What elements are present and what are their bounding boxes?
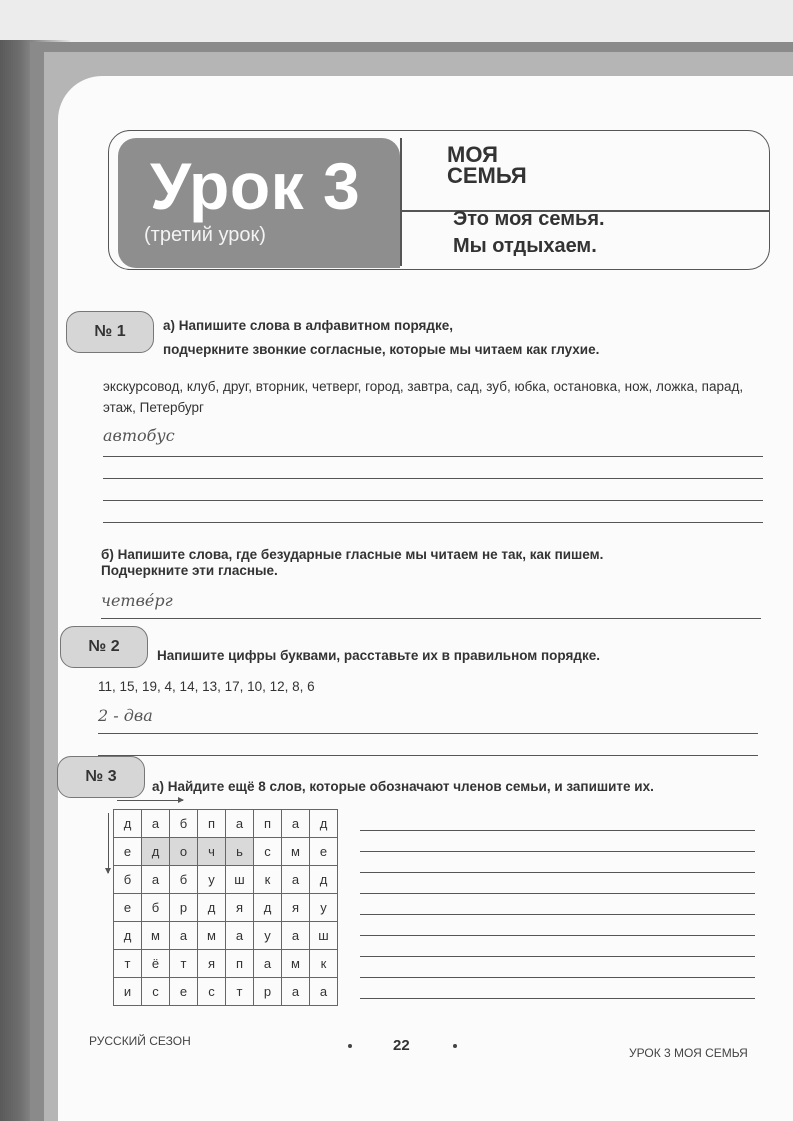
grid-cell: а — [282, 866, 310, 894]
grid-cell: е — [170, 978, 198, 1006]
grid-cell: б — [142, 894, 170, 922]
grid-cell: ь — [226, 838, 254, 866]
task1-example-b: четвéрг — [101, 591, 173, 610]
grid-cell: д — [310, 810, 338, 838]
grid-cell: а — [226, 922, 254, 950]
answer-line[interactable] — [360, 956, 755, 957]
answer-line[interactable] — [103, 522, 763, 523]
grid-cell: и — [114, 978, 142, 1006]
grid-row — [114, 866, 338, 894]
grid-cell: а — [142, 810, 170, 838]
topic-title: МОЯ СЕМЬЯ — [447, 142, 527, 188]
grid-cell: я — [198, 950, 226, 978]
grid-cell: е — [310, 838, 338, 866]
answer-line[interactable] — [103, 500, 763, 501]
grid-cell: а — [282, 922, 310, 950]
grid-cell: т — [226, 978, 254, 1006]
footer-series: РУССКИЙ СЕЗОН — [89, 1034, 191, 1048]
lesson-title: Урок 3 — [150, 149, 361, 223]
grid-cell: п — [198, 810, 226, 838]
grid-cell: я — [226, 894, 254, 922]
grid-cell: ч — [198, 838, 226, 866]
task2-badge: № 2 — [60, 626, 148, 668]
answer-line[interactable] — [98, 733, 758, 734]
task1-example-a: автобус — [103, 426, 175, 445]
answer-line[interactable] — [360, 851, 755, 852]
grid-row — [114, 838, 338, 866]
grid-cell: а — [310, 978, 338, 1006]
grid-cell: ш — [310, 922, 338, 950]
grid-cell: п — [254, 810, 282, 838]
answer-line[interactable] — [360, 998, 755, 999]
task2-number-list: 11, 15, 19, 4, 14, 13, 17, 10, 12, 8, 6 — [98, 679, 315, 694]
grid-cell: м — [282, 838, 310, 866]
grid-cell: е — [114, 838, 142, 866]
grid-cell: а — [254, 950, 282, 978]
topic-subtitle: Это моя семья. Мы отдыхаем. — [453, 208, 605, 257]
grid-cell: д — [142, 838, 170, 866]
task3-instruction: а) Найдите ещё 8 слов, которые обозначают членов семьи, и запишите их. — [152, 779, 654, 794]
grid-cell: у — [198, 866, 226, 894]
grid-cell: ш — [226, 866, 254, 894]
answer-line[interactable] — [360, 935, 755, 936]
grid-cell: е — [114, 894, 142, 922]
grid-cell: у — [254, 922, 282, 950]
answer-line[interactable] — [103, 478, 763, 479]
task1-instruction-a2: подчеркните звонкие согласные, которые мы читаем как глухие. — [163, 342, 600, 357]
grid-cell: у — [310, 894, 338, 922]
task3-badge: № 3 — [57, 756, 145, 798]
grid-cell: д — [114, 810, 142, 838]
answer-line[interactable] — [360, 977, 755, 978]
grid-cell: м — [282, 950, 310, 978]
grid-cell: д — [254, 894, 282, 922]
task2-instruction: Напишите цифры буквами, расставьте их в правильном порядке. — [157, 648, 600, 663]
answer-line[interactable] — [103, 456, 763, 457]
grid-row — [114, 978, 338, 1006]
grid-cell: б — [170, 810, 198, 838]
answer-line[interactable] — [360, 872, 755, 873]
grid-cell: с — [198, 978, 226, 1006]
task1-badge: № 1 — [66, 311, 154, 353]
grid-cell: п — [226, 950, 254, 978]
task1-instruction-a: а) Напишите слова в алфавитном порядке, — [163, 318, 453, 333]
grid-row — [114, 810, 338, 838]
answer-line[interactable] — [101, 618, 761, 619]
grid-cell: к — [310, 950, 338, 978]
grid-cell: а — [142, 866, 170, 894]
answer-line[interactable] — [98, 755, 758, 756]
grid-cell: м — [142, 922, 170, 950]
grid-row — [114, 894, 338, 922]
grid-cell: с — [254, 838, 282, 866]
grid-cell: я — [282, 894, 310, 922]
down-arrow-icon — [108, 813, 109, 873]
right-arrow-icon — [117, 800, 183, 801]
grid-cell: к — [254, 866, 282, 894]
header-divider — [400, 138, 402, 266]
grid-cell: д — [310, 866, 338, 894]
task1-instruction-b2: Подчеркните эти гласные. — [101, 563, 278, 578]
word-search-grid — [113, 809, 338, 1006]
grid-cell: д — [198, 894, 226, 922]
grid-cell: а — [226, 810, 254, 838]
footer-dot — [348, 1044, 352, 1048]
answer-line[interactable] — [360, 914, 755, 915]
grid-cell: а — [170, 922, 198, 950]
grid-cell: м — [198, 922, 226, 950]
page-number: 22 — [393, 1037, 410, 1054]
grid-cell: р — [254, 978, 282, 1006]
grid-cell: а — [282, 810, 310, 838]
grid-row — [114, 922, 338, 950]
task2-example: 2 - два — [98, 706, 153, 725]
footer-lesson: УРОК 3 МОЯ СЕМЬЯ — [629, 1046, 748, 1060]
grid-cell: о — [170, 838, 198, 866]
grid-cell: ё — [142, 950, 170, 978]
grid-cell: а — [282, 978, 310, 1006]
task1-word-list: экскурсовод, клуб, друг, вторник, четверг, город, завтра, сад, зуб, юбка, остановка, нож, ложка, парад, этаж, Петербург — [103, 379, 744, 415]
grid-cell: б — [170, 866, 198, 894]
task1-instruction-b: б) Напишите слова, где безударные гласные мы читаем не так, как пишем. — [101, 547, 604, 562]
lesson-subtitle: (третий урок) — [144, 224, 266, 246]
grid-cell: р — [170, 894, 198, 922]
answer-line[interactable] — [360, 830, 755, 831]
grid-cell: с — [142, 978, 170, 1006]
grid-cell: т — [170, 950, 198, 978]
grid-cell: д — [114, 922, 142, 950]
grid-row — [114, 950, 338, 978]
answer-line[interactable] — [360, 893, 755, 894]
grid-cell: б — [114, 866, 142, 894]
footer-dot — [453, 1044, 457, 1048]
grid-cell: т — [114, 950, 142, 978]
